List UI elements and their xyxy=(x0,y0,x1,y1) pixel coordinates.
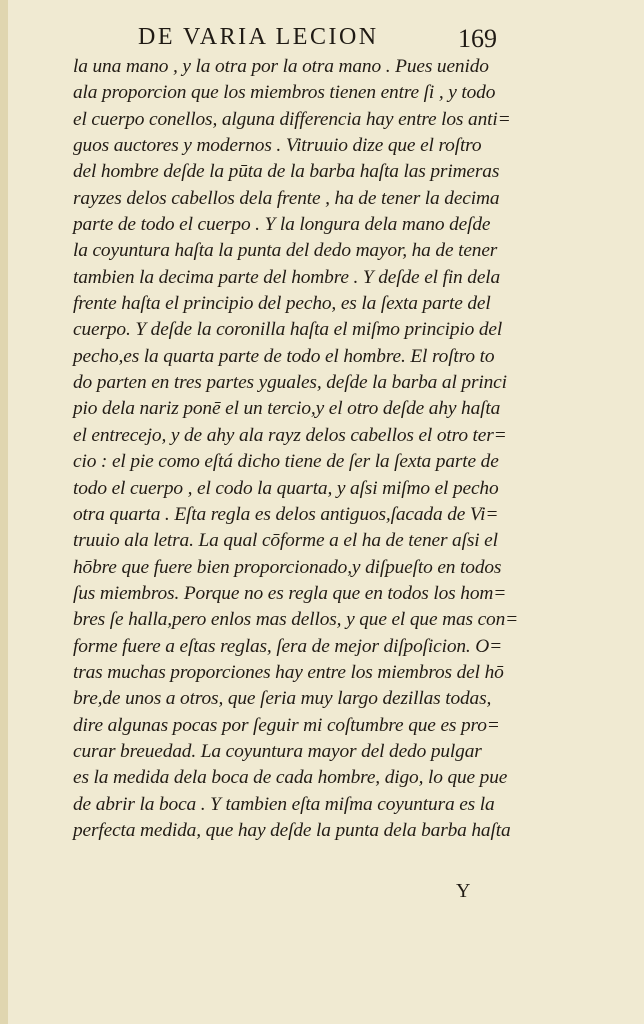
text-line: la una mano , y la otra por la otra mano . Pues uenido xyxy=(73,56,489,77)
text-line: del hombre deſde la pūta de la barba haſta las primeras xyxy=(73,161,500,183)
text-line: pecho,es la quarta parte de todo el hombre. El roſtro to xyxy=(73,345,495,367)
text-line: bre,de unos a otros, que ſeria muy largo dezillas todas, xyxy=(73,688,492,710)
page-header xyxy=(8,22,644,58)
text-line: pio dela nariz ponē el un tercio,y el otro deſde ahy haſta xyxy=(73,398,501,420)
page-number: 169 xyxy=(458,24,497,53)
text-line: de abrir la boca . Y tambien eſta miſma coyuntura es la xyxy=(73,793,495,815)
text-line: cio : el pie como eſtá dicho tiene de ſer la ſexta parte de xyxy=(73,451,499,473)
catchword: Y xyxy=(456,880,471,902)
text-line: ſus miembros. Porque no es regla que en todos los hom= xyxy=(73,582,507,604)
text-line: frente haſta el principio del pecho, es la ſexta parte del xyxy=(73,293,491,315)
text-line: guos auctores y modernos . Vitruuio dize que el roſtro xyxy=(73,135,482,157)
text-line: la coyuntura haſta la punta del dedo mayor, ha de tener xyxy=(73,240,498,262)
text-line: cuerpo. Y deſde la coronilla haſta el miſmo principio del xyxy=(73,319,503,341)
text-line: curar breuedad. La coyuntura mayor del dedo pulgar xyxy=(73,740,482,762)
text-line: todo el cuerpo , el codo la quarta, y aſsi miſmo el pecho xyxy=(73,477,499,499)
running-head: DE VARIA LECION xyxy=(138,24,379,50)
text-line: el cuerpo conellos, alguna differencia hay entre los anti= xyxy=(73,108,511,130)
text-line: parte de todo el cuerpo . Y la longura dela mano deſde xyxy=(73,214,491,236)
text-line: ala proporcion que los miembros tienen entre ſi , y todo xyxy=(73,82,496,104)
text-line: el entrecejo, y de ahy ala rayz delos cabellos el otro ter= xyxy=(73,424,507,446)
text-line: otra quarta . Eſta regla es delos antiguos,ſacada de Vi= xyxy=(73,503,499,525)
text-line: forme fuere a eſtas reglas, ſera de mejor diſpoſicion. O= xyxy=(73,635,503,657)
text-line: perfecta medida, que hay deſde la punta dela barba haſta xyxy=(73,819,511,841)
text-line: do parten en tres partes yguales, deſde la barba al princi xyxy=(73,372,507,394)
text-line: tambien la decima parte del hombre . Y deſde el fin dela xyxy=(73,266,501,288)
text-line: hōbre que fuere bien proporcionado,y diſpueſto en todos xyxy=(73,556,502,578)
text-line: tras muchas proporciones hay entre los miembros del hō xyxy=(73,661,504,683)
text-line: bres ſe halla,pero enlos mas dellos, y que el que mas con= xyxy=(73,609,519,631)
text-line: rayzes delos cabellos dela frente , ha de tener la decima xyxy=(73,187,500,209)
body-text xyxy=(73,54,537,844)
text-line: es la medida dela boca de cada hombre, digo, lo que pue xyxy=(73,767,508,789)
text-line: truuio ala letra. La qual cōforme a el ha de tener aſsi el xyxy=(73,530,498,552)
text-line: dire algunas pocas por ſeguir mi coſtumbre que es pro= xyxy=(73,714,500,736)
